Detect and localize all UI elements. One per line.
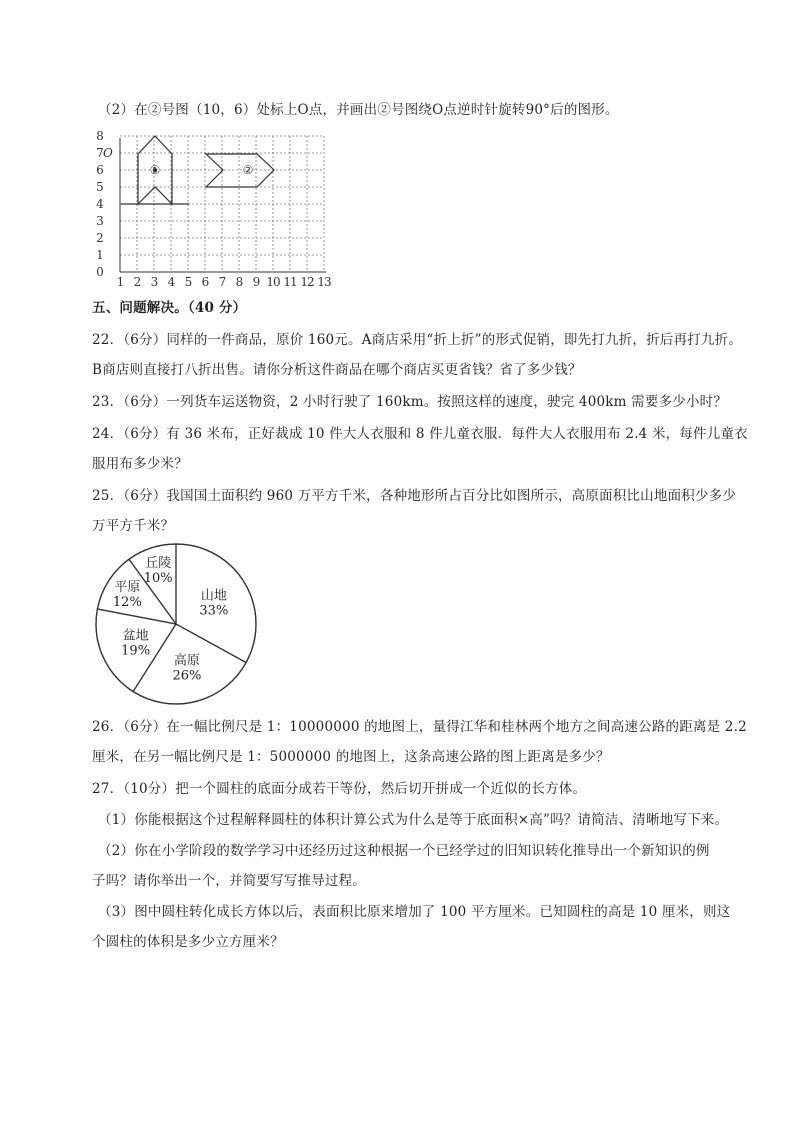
x-tick-label: 4 (167, 275, 175, 289)
x-tick-label: 6 (201, 275, 209, 289)
q27-part1: （1）你能根据这个过程解释圆柱的体积计算公式为什么是等于底面积×高”吗？请简洁、清晰地写下来。 (98, 812, 729, 828)
x-tick-label: 7 (218, 275, 226, 289)
q27-part2-line1: （2）你在小学阶段的数学学习中还经历过这种根据一个已经学过的旧知识转化推导出一个新知识的例 (98, 843, 710, 859)
y-tick-label: 0 (96, 265, 104, 279)
terrain-pie-chart (90, 538, 262, 710)
y-tick-label: 8 (96, 129, 104, 143)
pie-slice-name: 山地 (200, 588, 227, 604)
q22-line1: 22．（6分）同样的一件商品，原价 160元。A商店采用“折上折”的形式促销，即先打九折，折后再打九折。 (92, 332, 743, 348)
x-tick-label: 10 (266, 275, 280, 289)
x-tick-label: 13 (317, 275, 331, 289)
y-tick-label: 5 (96, 180, 104, 194)
q27-part3-line2: 个圆柱的体积是多少立方厘米？ (92, 934, 284, 950)
pie-slice-label: 19% (121, 643, 151, 659)
y-tick-label: 7 (96, 146, 104, 160)
y-tick-label: 1 (96, 248, 104, 262)
figure1-label: ① (149, 163, 161, 177)
y-tick-label: 2 (96, 231, 104, 245)
coordinate-grid-figure (88, 128, 348, 290)
q22-line2: B商店则直接打八折出售。请你分析这件商品在哪个商店买更省钱？省了多少钱？ (92, 362, 582, 378)
q26-line1: 26．（6分）在一幅比例尺是 1：10000000 的地图上，量得江华和桂林两个地方之间高速公路的距离是 2.2 (92, 719, 747, 735)
pie-slice-label: 33% (199, 603, 229, 619)
x-tick-label: 12 (300, 275, 314, 289)
x-tick-labels (117, 275, 331, 289)
q23-line1: 23．（6分）一列货车运送物资，2 小时行驶了 160km。按照这样的速度，驶完 400km 需要多少小时？ (92, 394, 728, 410)
q27-part2-line2: 子吗？请你举出一个，并简要写写推导过程。 (92, 873, 366, 889)
section5-title: 五、问题解决。（40 分） (92, 300, 247, 316)
y-tick-labels (96, 129, 104, 279)
q26-line2: 厘米，在另一幅比例尺是 1：5000000 的地图上，这条高速公路的图上距离是多少？ (92, 749, 610, 765)
pie-slice-name: 高原 (173, 653, 200, 669)
pie-slice-name: 丘陵 (145, 556, 172, 572)
x-tick-label: 11 (283, 275, 297, 289)
x-tick-label: 3 (150, 275, 158, 289)
pie-slice-label: 12% (112, 595, 142, 611)
x-tick-label: 2 (133, 275, 141, 289)
pie-slice-name: 盆地 (122, 628, 149, 644)
q24-line1: 24．（6分）有 36 米布，正好裁成 10 件大人衣服和 8 件儿童衣服．每件大人衣服用布 2.4 米，每件儿童衣 (92, 426, 748, 442)
origin-label: O (103, 146, 113, 160)
pie-slice-label: 26% (172, 668, 202, 684)
figure2-label: ② (242, 163, 254, 177)
y-tick-label: 4 (96, 197, 104, 211)
x-tick-label: 1 (116, 275, 124, 289)
pie-slice-name: 平原 (114, 580, 141, 596)
x-tick-label: 5 (184, 275, 192, 289)
q27-part3-line1: （3）图中圆柱转化成长方体以后，表面积比原来增加了 100 平方厘米。已知圆柱的高是 10 厘米，则这 (98, 904, 731, 920)
q24-line2: 服用布多少米？ (92, 456, 188, 472)
x-tick-label: 9 (252, 275, 260, 289)
y-tick-label: 6 (96, 163, 104, 177)
x-tick-label: 8 (235, 275, 243, 289)
figure2-shape (206, 154, 274, 187)
q27-line1: 27．（10分）把一个圆柱的底面分成若干等份，然后切开拼成一个近似的长方体。 (92, 781, 587, 797)
q21-part2-text: （2）在②号图（10，6）处标上O点，并画出②号图绕O点逆时针旋转90°后的图形。 (98, 102, 619, 118)
pie-slice-label: 10% (143, 571, 173, 587)
q25-line2: 万平方千米？ (92, 518, 175, 534)
q25-line1: 25．（6分）我国国土面积约 960 万平方千米，各种地形所占百分比如图所示，高原面积比山地面积少多少 (92, 488, 737, 504)
y-tick-label: 3 (96, 214, 104, 228)
